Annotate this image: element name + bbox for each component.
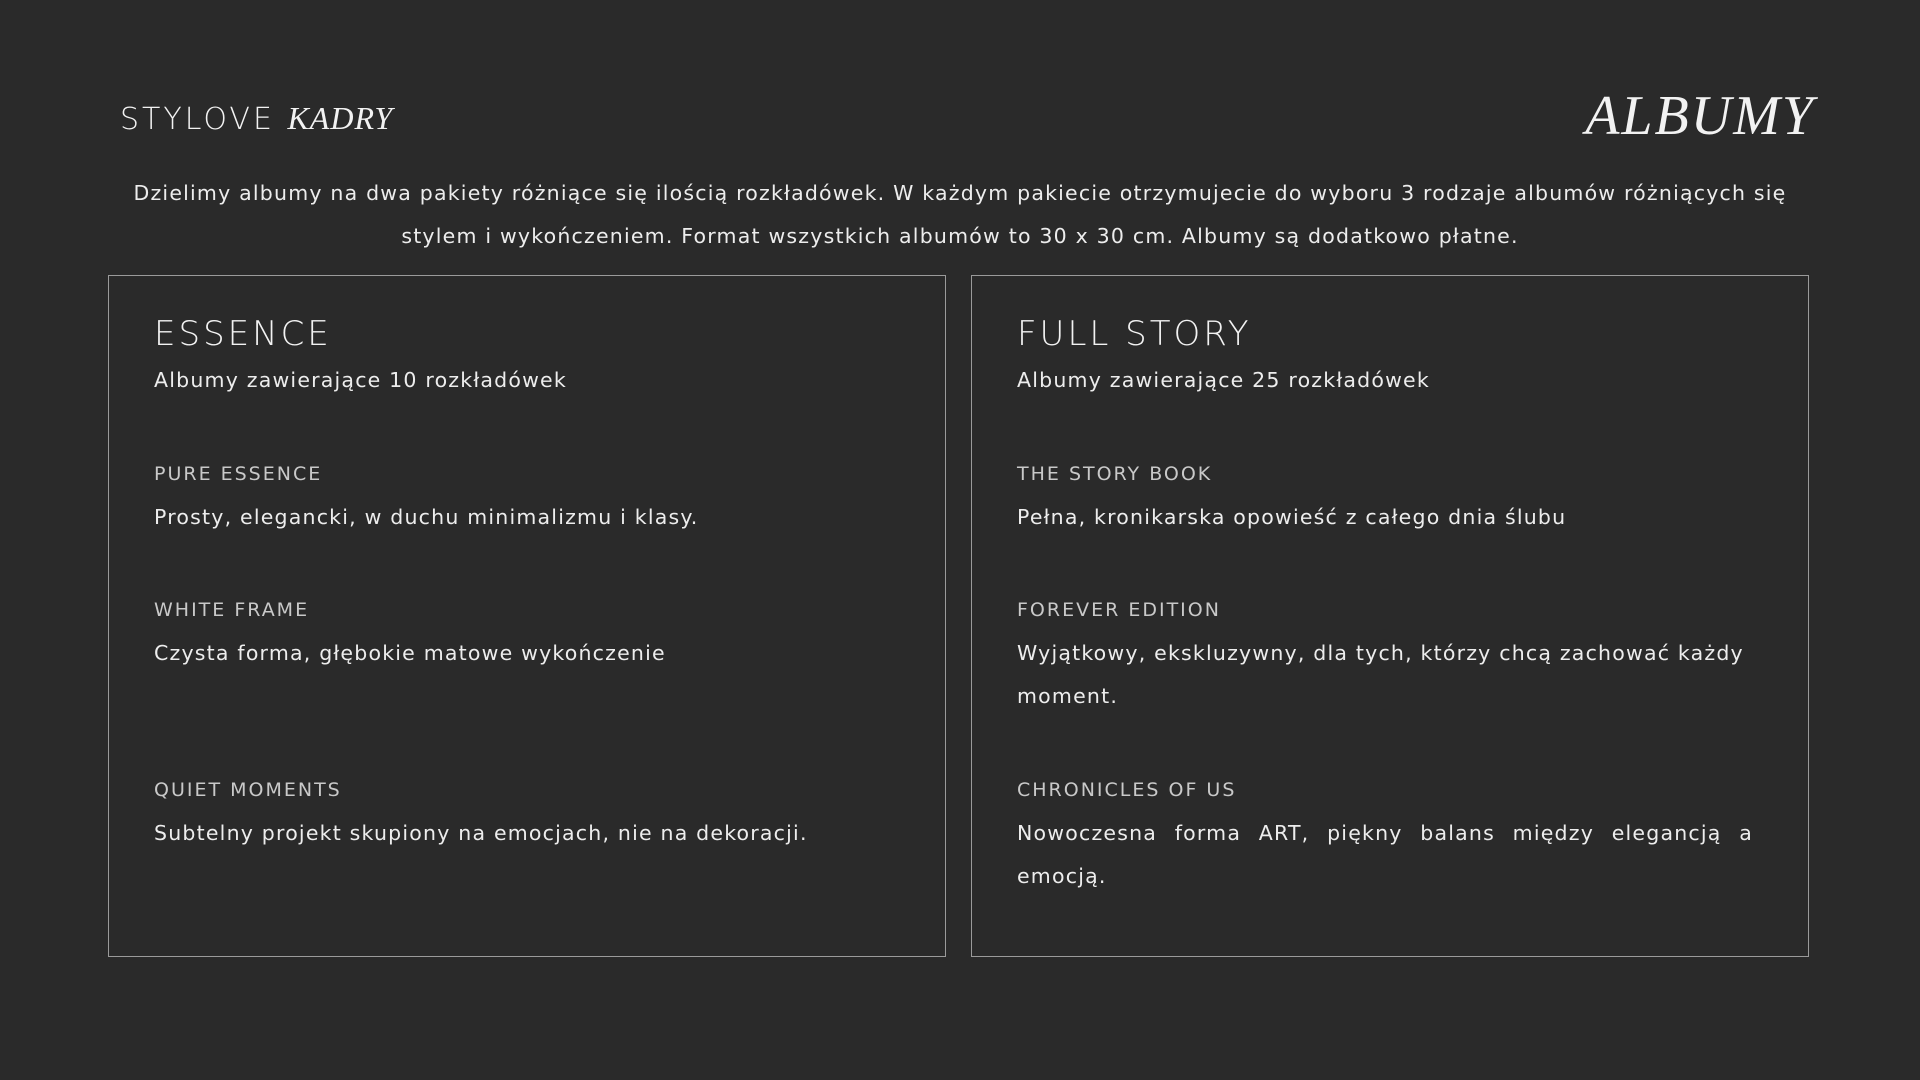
album-name: CHRONICLES OF US [1017,779,1237,801]
album-name: QUIET MOMENTS [154,779,342,801]
page-title: ALBUMY [1585,85,1815,147]
package-title: ESSENCE [154,314,332,354]
intro-text: Dzielimy albumy na dwa pakiety różniące się ilością rozkładówek. W każdym pakiecie otrzymujecie do wyboru 3 rodzaje albumów różniących się stylem i wykończeniem. Format wszystkich albumów to 30 x 30 cm. Albumy są dodatkowo płatne. [133,181,1787,248]
album-name: FOREVER EDITION [1017,599,1221,621]
package-card-full-story [971,275,1809,957]
album-name: THE STORY BOOK [1017,463,1213,485]
album-item-forever-edition [1017,598,1753,718]
package-subtitle: Albumy zawierające 10 rozkładówek [154,368,567,392]
album-description: Czysta forma, głębokie matowe wykończenie [154,641,666,665]
album-item-quiet-moments [154,778,890,855]
album-description: Pełna, kronikarska opowieść z całego dnia ślubu [1017,505,1567,529]
album-name: WHITE FRAME [154,599,310,621]
album-name: PURE ESSENCE [154,463,323,485]
package-subtitle: Albumy zawierające 25 rozkładówek [1017,368,1430,392]
album-item-pure-essence [154,462,890,539]
brand-logo [120,100,393,137]
album-item-the-story-book [1017,462,1753,539]
album-item-white-frame [154,598,890,675]
album-description: Subtelny projekt skupiony na emocjach, nie na dekoracji. [154,821,808,845]
brand-italic: KADRY [287,100,394,136]
package-card-essence [108,275,946,957]
album-description: Nowoczesna forma ART, piękny balans między elegancją a emocją. [1017,821,1753,888]
album-item-chronicles-of-us [1017,778,1753,898]
brand-main: STYLOVE [120,102,275,137]
album-description: Wyjątkowy, ekskluzywny, dla tych, którzy chcą zachować każdy moment. [1017,641,1744,708]
package-title: FULL STORY [1017,314,1252,354]
album-description: Prosty, elegancki, w duchu minimalizmu i klasy. [154,505,699,529]
